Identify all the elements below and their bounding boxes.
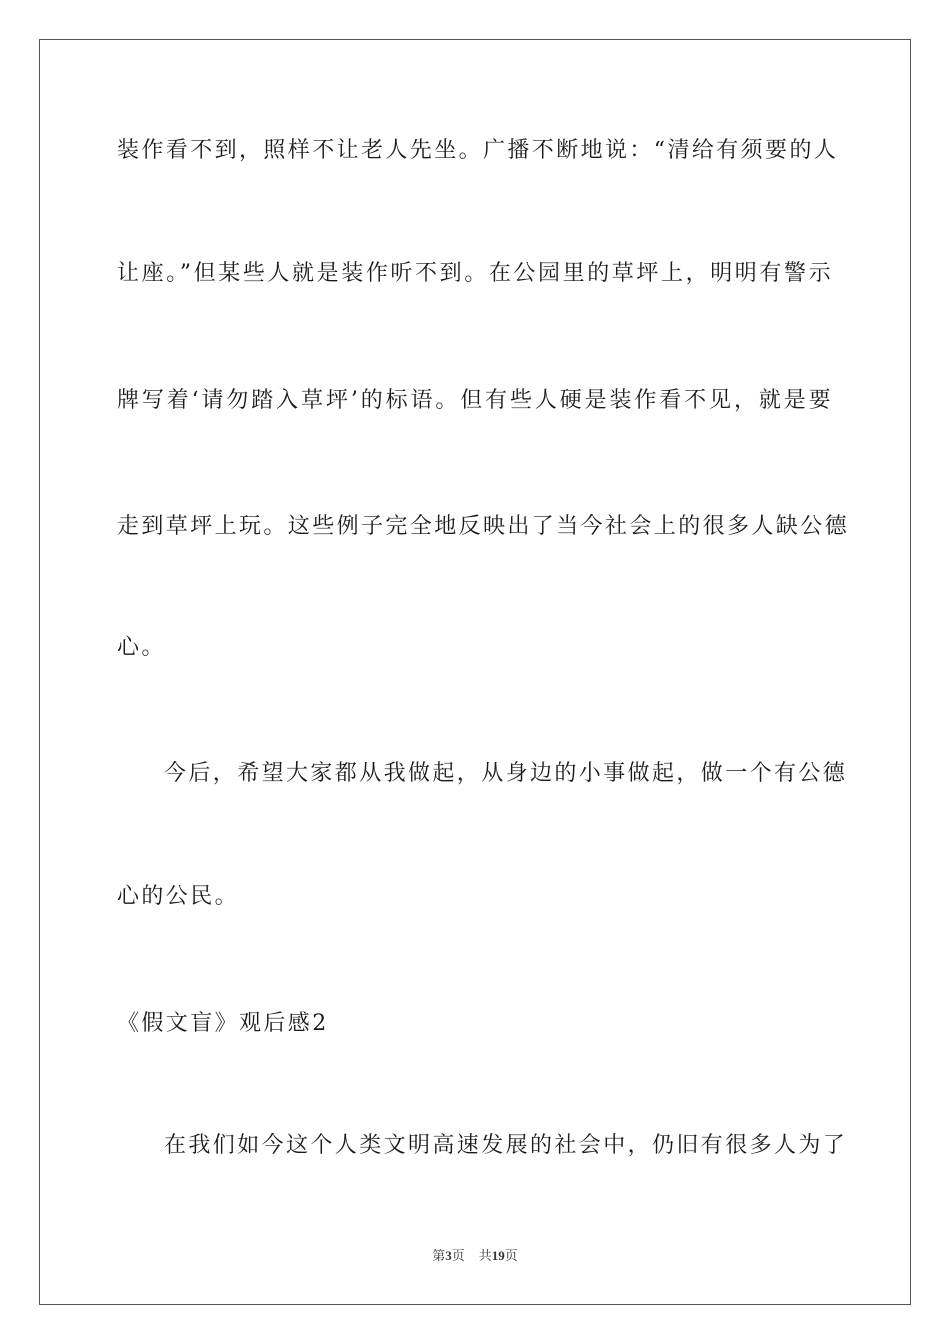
footer-total-prefix: 共 — [478, 1248, 492, 1263]
page-footer — [0, 1247, 950, 1265]
paragraph-line-8: 在我们如今这个人类文明高速发展的社会中，仍旧有很多人为了 — [164, 1133, 848, 1158]
footer-page-current: 3 — [445, 1248, 452, 1263]
paragraph-line-5: 心。 — [117, 635, 166, 660]
footer-total-pages: 19 — [491, 1248, 505, 1263]
section-heading: 《假文盲》观后感2 — [117, 1011, 329, 1036]
footer-page-prefix: 第 — [432, 1248, 446, 1263]
page-border — [39, 39, 911, 1305]
paragraph-line-1: 装作看不到，照样不让老人先坐。广播不断地说：“清给有须要的人 — [117, 138, 839, 163]
paragraph-line-2: 让座。”但某些人就是装作听不到。在公园里的草坪上，明明有警示 — [117, 261, 833, 286]
paragraph-line-6: 今后，希望大家都从我做起，从身边的小事做起，做一个有公德 — [164, 761, 848, 786]
footer-page-suffix: 页 — [451, 1248, 465, 1263]
paragraph-line-4: 走到草坪上玩。这些例子完全地反映出了当今社会上的很多人缺公德 — [117, 514, 850, 539]
paragraph-line-3: 牌写着‘请勿踏入草坪’的标语。但有些人硬是装作看不见，就是要 — [117, 388, 833, 413]
paragraph-line-7: 心的公民。 — [117, 884, 240, 909]
footer-total-suffix: 页 — [504, 1248, 518, 1263]
